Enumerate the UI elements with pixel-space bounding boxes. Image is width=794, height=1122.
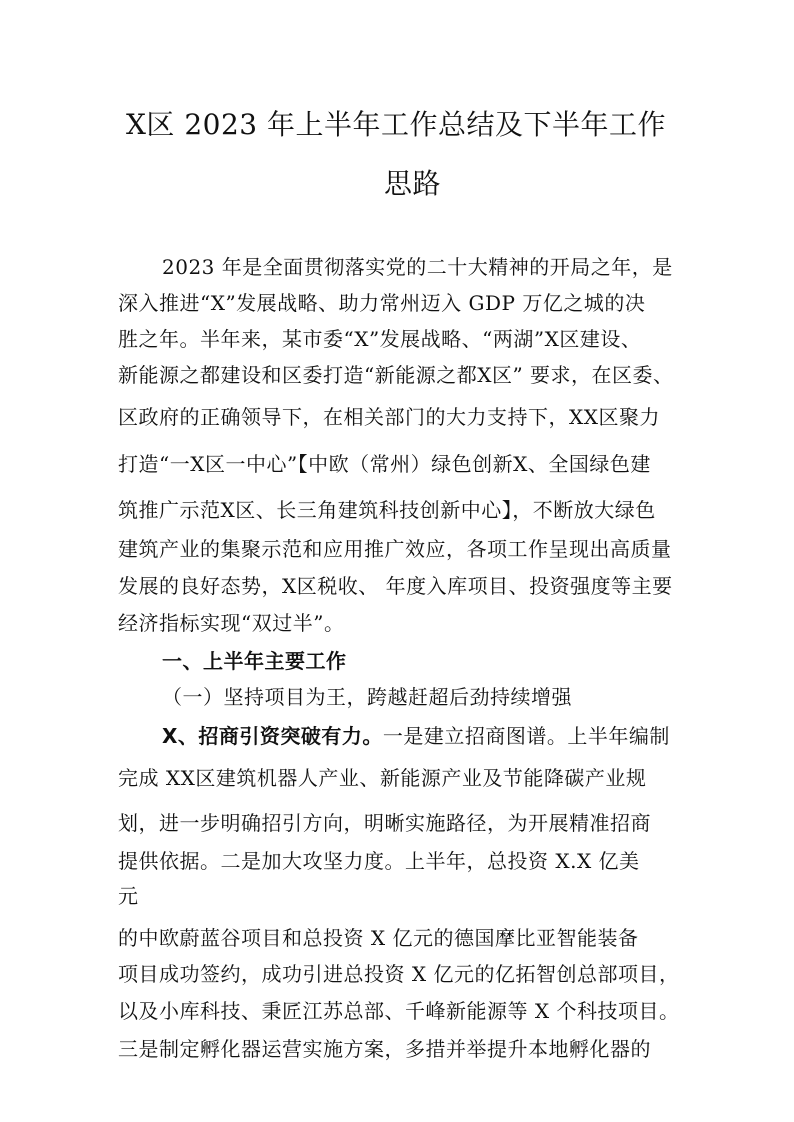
document-title-line-1: X区 2023 年上半年工作总结及下半年工作 — [126, 108, 666, 141]
intro-line-5: 区政府的正确领导下，在相关部门的大力支持下，XX区聚力 — [118, 405, 660, 429]
paragraph-2-line-6: 的中欧蔚蓝谷项目和总投资 X 亿元的德国摩比亚智能装备 — [118, 926, 639, 950]
section-heading-1: 一、上半年主要工作 — [162, 649, 347, 673]
paragraph-2-line-8: 以及小库科技、秉匠江苏总部、千峰新能源等 X 个科技项目。 — [118, 999, 680, 1023]
paragraph-2-line-3: 划，进一步明确招引方向，明晰实施路径，为开展精准招商 — [118, 811, 651, 835]
intro-line-7: 筑推广示范X区、长三角建筑科技创新中心】，不断放大绿色 — [118, 498, 656, 522]
document-title-line-2: 思路 — [384, 167, 442, 200]
intro-line-8: 建筑产业的集聚示范和应用推广效应，各项工作呈现出高质量 — [118, 537, 672, 561]
subsection-heading-1: （一）坚持项目为王，跨越赶超后劲持续增强 — [162, 685, 572, 709]
intro-line-2: 深入推进“X”发展战略、助力常州迈入 GDP 万亿之城的决 — [118, 291, 646, 315]
paragraph-2-line-9: 三是制定孵化器运营实施方案，多措并举提升本地孵化器的 — [118, 1037, 651, 1061]
paragraph-2-first-rest: 一是建立招商图谱。上半年编制 — [382, 724, 670, 748]
intro-line-10: 经济指标实现“双过半”。 — [118, 611, 345, 635]
paragraph-2-lead: X、招商引资突破有力。 — [162, 724, 383, 748]
paragraph-2-line-2: 完成 XX区建筑机器人产业、新能源产业及节能降碳产业规 — [118, 766, 647, 790]
paragraph-2-line-7: 项目成功签约，成功引进总投资 X 亿元的亿拓智创总部项目， — [118, 962, 680, 986]
intro-line-9: 发展的良好态势，X区税收、 年度入库项目、投资强度等主要 — [118, 574, 673, 598]
intro-line-4: 新能源之都建设和区委打造“新能源之都X区” 要求，在区委、 — [118, 363, 674, 387]
paragraph-2-line-5: 元 — [118, 884, 139, 908]
paragraph-2-line-1 — [162, 723, 670, 749]
intro-line-6: 打造“一X区一中心”【中欧（常州）绿色创新X、全国绿色建 — [118, 452, 651, 476]
intro-line-3: 胜之年。半年来，某市委“X”发展战略、“两湖”X区建设、 — [118, 327, 642, 351]
intro-line-1: 2023 年是全面贯彻落实党的二十大精神的开局之年，是 — [162, 255, 673, 279]
paragraph-2-line-4: 提供依据。二是加大攻坚力度。上半年，总投资 X.X 亿美 — [118, 849, 640, 873]
